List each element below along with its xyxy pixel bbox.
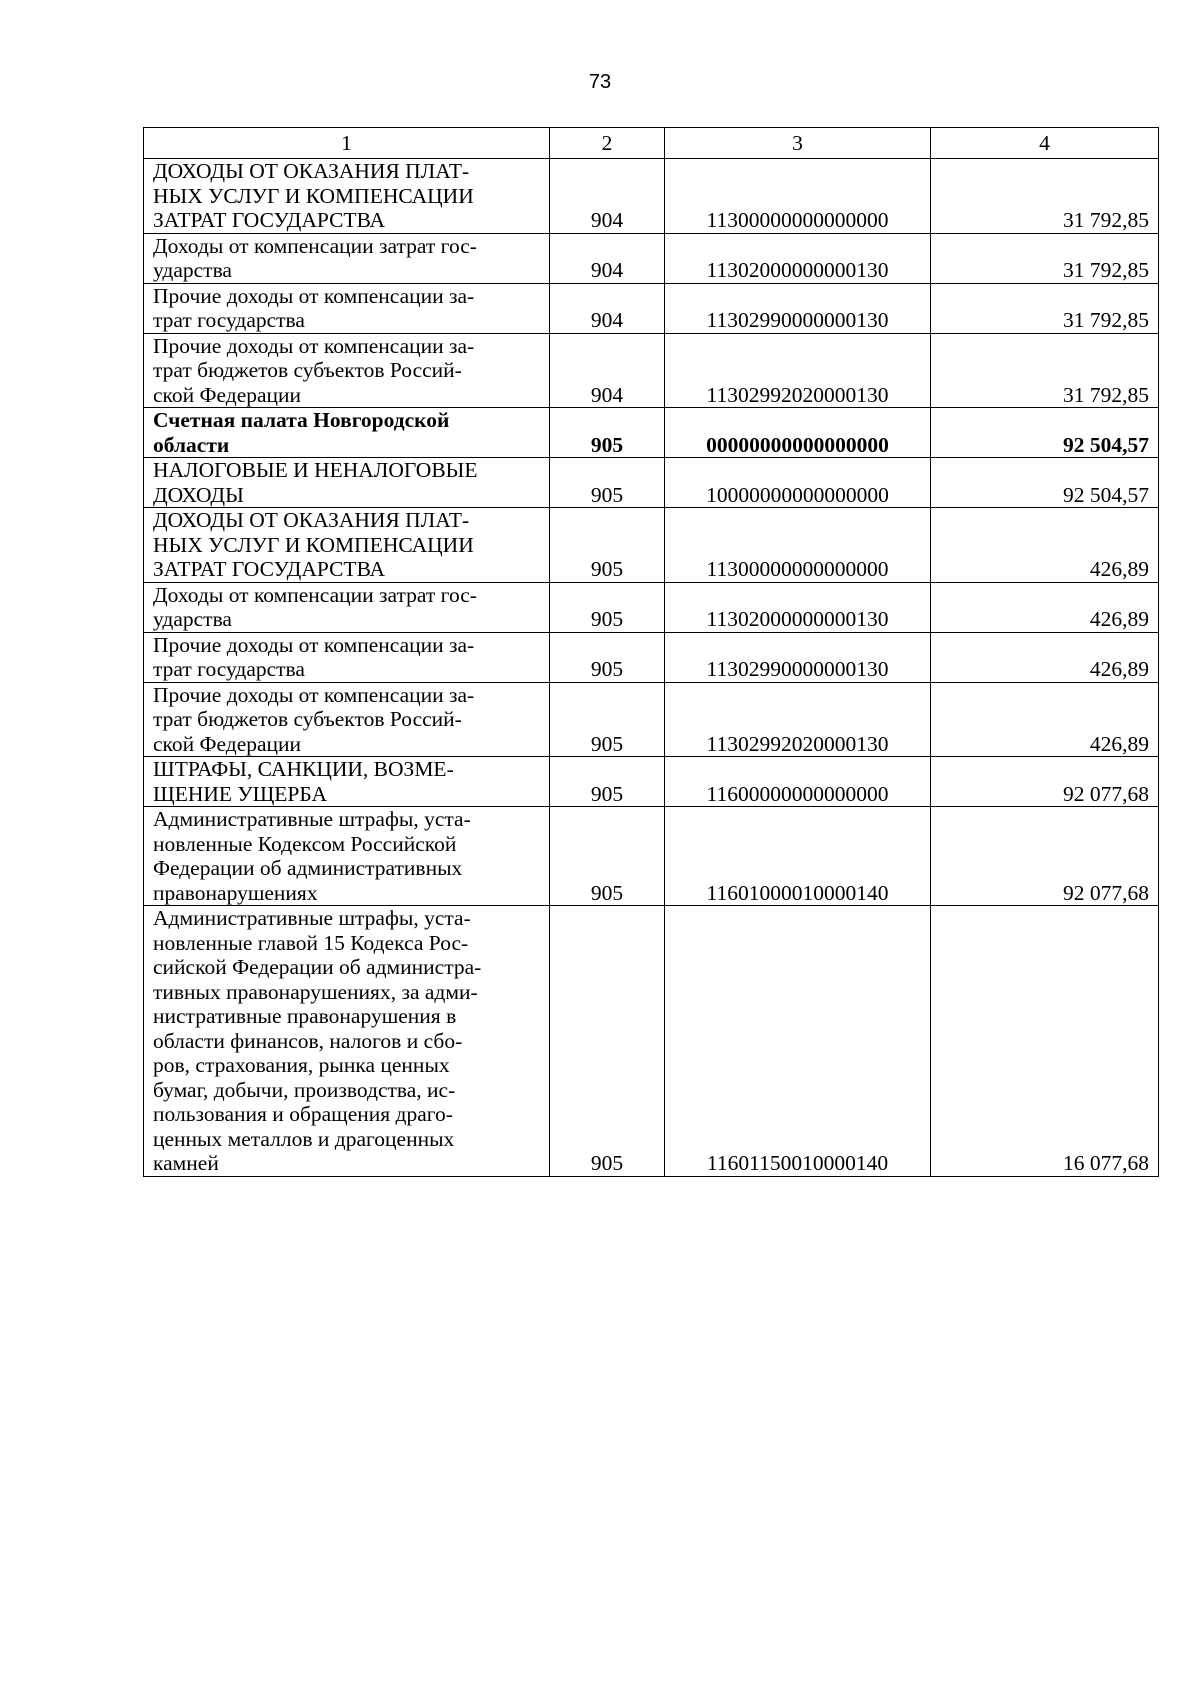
table-row [144, 807, 1159, 906]
table-row [144, 582, 1159, 632]
table-row [144, 458, 1159, 508]
row-amount-cell: 31 792,85 [931, 159, 1159, 234]
row-amount-cell: 92 077,68 [931, 807, 1159, 906]
row-budget-code-cell: 10000000000000000 [665, 458, 931, 508]
table-row [144, 408, 1159, 458]
row-amount-cell: 31 792,85 [931, 233, 1159, 283]
table-row [144, 233, 1159, 283]
row-administrator-code-cell: 905 [550, 458, 665, 508]
row-budget-code-cell: 00000000000000000 [665, 408, 931, 458]
column-header-1: 1 [144, 128, 550, 159]
row-name-cell: Административные штрафы, уста- новленные главой 15 Кодекса Рос- сийской Федерации об администра- тивных правонарушениях, за адми- нистративные правонарушения в области финансов, налогов и сбо- ров, страхования, рынка ценных бумаг, добычи, производства, ис- пользования и обращения драго- ценных металлов и драгоценных камней [144, 906, 550, 1177]
row-name-cell: Административные штрафы, уста- новленные Кодексом Российской Федерации об административных правонарушениях [144, 807, 550, 906]
row-amount-cell: 426,89 [931, 682, 1159, 757]
table-row [144, 159, 1159, 234]
row-name-cell: Прочие доходы от компенсации за- трат бюджетов субъектов Россий- ской Федерации [144, 682, 550, 757]
row-budget-code-cell: 11302990000000130 [665, 283, 931, 333]
row-name-cell: Прочие доходы от компенсации за- трат государства [144, 632, 550, 682]
row-budget-code-cell: 11300000000000000 [665, 508, 931, 583]
row-administrator-code-cell: 905 [550, 807, 665, 906]
row-name-cell: Счетная палата Новгородской области [144, 408, 550, 458]
row-name-cell: Доходы от компенсации затрат гос- ударства [144, 582, 550, 632]
page-number: 73 [588, 71, 612, 93]
row-amount-cell: 16 077,68 [931, 906, 1159, 1177]
row-administrator-code-cell: 905 [550, 757, 665, 807]
row-name-cell: Прочие доходы от компенсации за- трат бюджетов субъектов Россий- ской Федерации [144, 333, 550, 408]
row-administrator-code-cell: 904 [550, 333, 665, 408]
row-amount-cell: 92 504,57 [931, 458, 1159, 508]
row-amount-cell: 31 792,85 [931, 283, 1159, 333]
row-administrator-code-cell: 905 [550, 682, 665, 757]
row-budget-code-cell: 11600000000000000 [665, 757, 931, 807]
row-amount-cell: 92 504,57 [931, 408, 1159, 458]
row-budget-code-cell: 11302000000000130 [665, 582, 931, 632]
row-budget-code-cell: 11300000000000000 [665, 159, 931, 234]
table-row [144, 632, 1159, 682]
column-header-3: 3 [665, 128, 931, 159]
row-budget-code-cell: 11302990000000130 [665, 632, 931, 682]
row-budget-code-cell: 11302000000000130 [665, 233, 931, 283]
column-header-4: 4 [931, 128, 1159, 159]
row-budget-code-cell: 11302992020000130 [665, 333, 931, 408]
row-amount-cell: 426,89 [931, 508, 1159, 583]
row-amount-cell: 426,89 [931, 582, 1159, 632]
row-name-cell: ДОХОДЫ ОТ ОКАЗАНИЯ ПЛАТ- НЫХ УСЛУГ И КОМПЕНСАЦИИ ЗАТРАТ ГОСУДАРСТВА [144, 508, 550, 583]
table-row [144, 333, 1159, 408]
row-budget-code-cell: 11601150010000140 [665, 906, 931, 1177]
revenue-table [143, 127, 1159, 1177]
row-administrator-code-cell: 905 [550, 582, 665, 632]
row-amount-cell: 31 792,85 [931, 333, 1159, 408]
row-administrator-code-cell: 905 [550, 906, 665, 1177]
row-name-cell: Прочие доходы от компенсации за- трат государства [144, 283, 550, 333]
row-budget-code-cell: 11302992020000130 [665, 682, 931, 757]
table-row [144, 508, 1159, 583]
row-amount-cell: 92 077,68 [931, 757, 1159, 807]
table-row [144, 757, 1159, 807]
row-administrator-code-cell: 904 [550, 233, 665, 283]
row-name-cell: ШТРАФЫ, САНКЦИИ, ВОЗМЕ- ЩЕНИЕ УЩЕРБА [144, 757, 550, 807]
row-name-cell: НАЛОГОВЫЕ И НЕНАЛОГОВЫЕ ДОХОДЫ [144, 458, 550, 508]
table-row [144, 283, 1159, 333]
row-administrator-code-cell: 905 [550, 632, 665, 682]
table-row [144, 906, 1159, 1177]
row-administrator-code-cell: 905 [550, 508, 665, 583]
column-header-2: 2 [550, 128, 665, 159]
row-budget-code-cell: 11601000010000140 [665, 807, 931, 906]
row-administrator-code-cell: 904 [550, 159, 665, 234]
row-name-cell: ДОХОДЫ ОТ ОКАЗАНИЯ ПЛАТ- НЫХ УСЛУГ И КОМПЕНСАЦИИ ЗАТРАТ ГОСУДАРСТВА [144, 159, 550, 234]
row-administrator-code-cell: 905 [550, 408, 665, 458]
table-header-row [144, 128, 1159, 159]
row-amount-cell: 426,89 [931, 632, 1159, 682]
row-name-cell: Доходы от компенсации затрат гос- ударства [144, 233, 550, 283]
table-row [144, 682, 1159, 757]
row-administrator-code-cell: 904 [550, 283, 665, 333]
